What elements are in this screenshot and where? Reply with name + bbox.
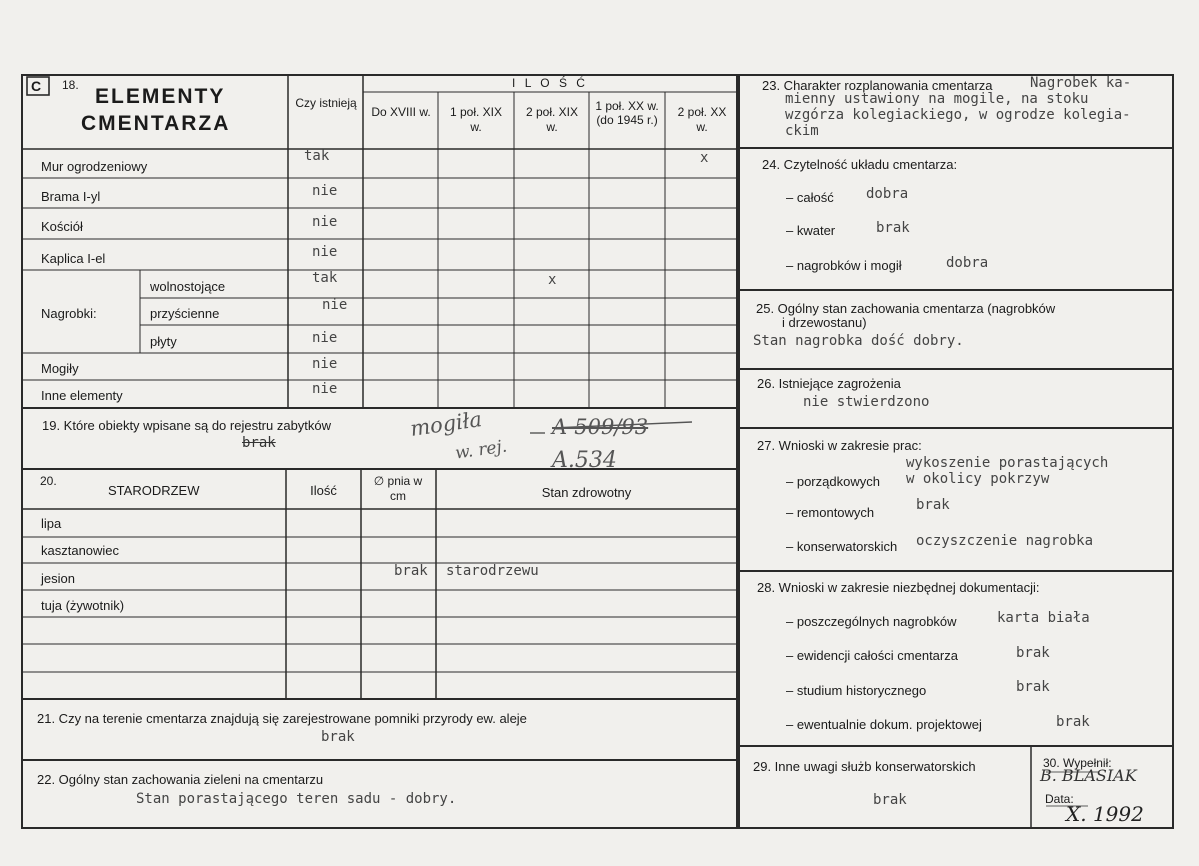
row-czy-value: nie (312, 381, 338, 397)
s26-value: nie stwierdzono (803, 394, 930, 410)
s30-label: 30. Wypełnił: (1043, 756, 1112, 770)
signature-date: X. 1992 (1066, 802, 1144, 826)
period-header: 1 poł. XX w. (do 1945 r.) (595, 99, 659, 127)
s28-item-label: – ewentualnie dokum. projektowej (786, 717, 982, 732)
row-label: przyścienne (150, 306, 220, 321)
s25-label: i drzewostanu) (782, 315, 867, 330)
s28-item-value: karta biała (997, 610, 1090, 626)
row-label: wolnostojące (150, 279, 226, 294)
s28-item-value: brak (1056, 714, 1090, 730)
tree-name: kasztanowiec (41, 543, 120, 558)
s21-label: 21. Czy na terenie cmentarza znajdują się zarejestrowane pomniki przyrody ew. aleje (37, 711, 527, 726)
row-label: Kaplica I-el (41, 251, 106, 266)
s27-item-value: w okolicy pokrzyw (906, 471, 1050, 487)
s28-item-value: brak (1016, 645, 1050, 661)
row-czy-value: nie (322, 297, 348, 313)
ilosc-header: I L O Ś Ć (512, 76, 588, 90)
s20-col-pnia: ∅ pnia w cm (373, 474, 423, 503)
period-header: 1 poł. XIX w. (449, 105, 503, 134)
s20-col-ilosc: Ilość (310, 483, 337, 498)
s26-label: 26. Istniejące zagrożenia (757, 376, 901, 391)
row-czy-value: tak (312, 270, 338, 286)
s24-item-label: – całość (786, 190, 834, 205)
s20-title: STARODRZEW (108, 483, 200, 498)
s23-value-line: wzgórza kolegiackiego, w ogrodze kolegia- (785, 107, 1131, 123)
s28-item-label: – poszczególnych nagrobków (786, 614, 957, 629)
row-mark: x (548, 272, 557, 288)
row-label: płyty (150, 334, 177, 349)
s28-item-value: brak (1016, 679, 1050, 695)
row-mark: x (700, 150, 709, 166)
s24-item-value: dobra (946, 255, 989, 271)
row-label: Inne elementy (41, 388, 123, 403)
row-label: Kościół (41, 219, 83, 234)
s24-label: 24. Czytelność układu cmentarza: (762, 157, 958, 172)
s30-date-label: Data: (1045, 792, 1074, 806)
s23-label: 23. Charakter rozplanowania cmentarza (762, 78, 993, 93)
s22-value: Stan porastającego teren sadu - dobry. (136, 791, 457, 807)
period-header: Do XVIII w. (371, 105, 431, 119)
s22-label: 22. Ogólny stan zachowania zieleni na cmentarzu (37, 772, 324, 787)
s27-label: 27. Wnioski w zakresie prac: (757, 438, 922, 453)
s28-label: 28. Wnioski w zakresie niezbędnej dokumentacji: (757, 580, 1040, 595)
s25-value: Stan nagrobka dość dobry. (753, 333, 964, 349)
s24-item-label: – nagrobków i mogił (786, 258, 902, 273)
row-czy-value: nie (312, 356, 338, 372)
s29-value: brak (873, 792, 907, 808)
row-label: Mur ogrodzeniowy (41, 159, 148, 174)
row-czy-value: nie (312, 214, 338, 230)
s19-handwriting: w. rej. (453, 436, 509, 464)
signature-name: B. BLASIAK (1040, 766, 1137, 785)
s27-item-value: wykoszenie porastających (906, 455, 1109, 471)
s20-number: 20. (40, 474, 57, 488)
s24-item-label: – kwater (786, 223, 836, 238)
s25-label: 25. Ogólny stan zachowania cmentarza (nagrobków (756, 301, 1056, 316)
period-header: 2 poł. XIX w. (525, 105, 579, 134)
s27-item-value: oczyszczenie nagrobka (916, 533, 1094, 549)
s18-title-2: CMENTARZA (81, 112, 231, 135)
row-label: Brama I-yl (41, 189, 101, 204)
tree-name: lipa (41, 516, 62, 531)
s27-item-label: – porządkowych (786, 474, 880, 489)
s28-item-label: – studium historycznego (786, 683, 927, 698)
s18-title-1: ELEMENTY (95, 85, 226, 108)
s23-value-line: mienny ustawiony na mogile, na stoku (785, 91, 1089, 107)
row-czy-value: tak (304, 148, 330, 164)
period-header: 2 poł. XX w. (677, 105, 727, 134)
row-group-label: Nagrobki: (41, 306, 97, 321)
row-czy-value: nie (312, 330, 338, 346)
section-letter: C (31, 78, 42, 94)
s20-col-stan: Stan zdrowotny (541, 485, 632, 500)
s19-handwriting: mogiła (408, 407, 484, 441)
s18-number: 18. (62, 78, 79, 92)
s27-item-label: – konserwatorskich (786, 539, 898, 554)
s24-item-value: brak (876, 220, 910, 236)
s23-value-line: Nagrobek ka- (1030, 75, 1132, 91)
s21-value: brak (321, 729, 355, 745)
s24-item-value: dobra (866, 186, 909, 202)
row-czy-value: nie (312, 183, 338, 199)
s29-label: 29. Inne uwagi służb konserwatorskich (753, 759, 976, 774)
s23-value-line: ckim (785, 123, 819, 139)
col-czy-header: Czy istnieją (295, 96, 357, 110)
s19-handwriting: A.534 (552, 448, 617, 473)
s20-note: brak (394, 563, 428, 579)
tree-name: jesion (41, 571, 75, 586)
s27-item-value: brak (916, 497, 950, 513)
tree-name: tuja (żywotnik) (41, 598, 125, 613)
s20-note: starodrzewu (446, 563, 539, 579)
s19-value: brak (242, 435, 276, 451)
s19-label: 19. Które obiekty wpisane są do rejestru zabytków (42, 418, 332, 433)
row-label: Mogiły (41, 361, 79, 376)
s27-item-label: – remontowych (786, 505, 875, 520)
s19-handwriting: A-509/93 (552, 415, 649, 439)
row-czy-value: nie (312, 244, 338, 260)
s28-item-label: – ewidencji całości cmentarza (786, 648, 958, 663)
